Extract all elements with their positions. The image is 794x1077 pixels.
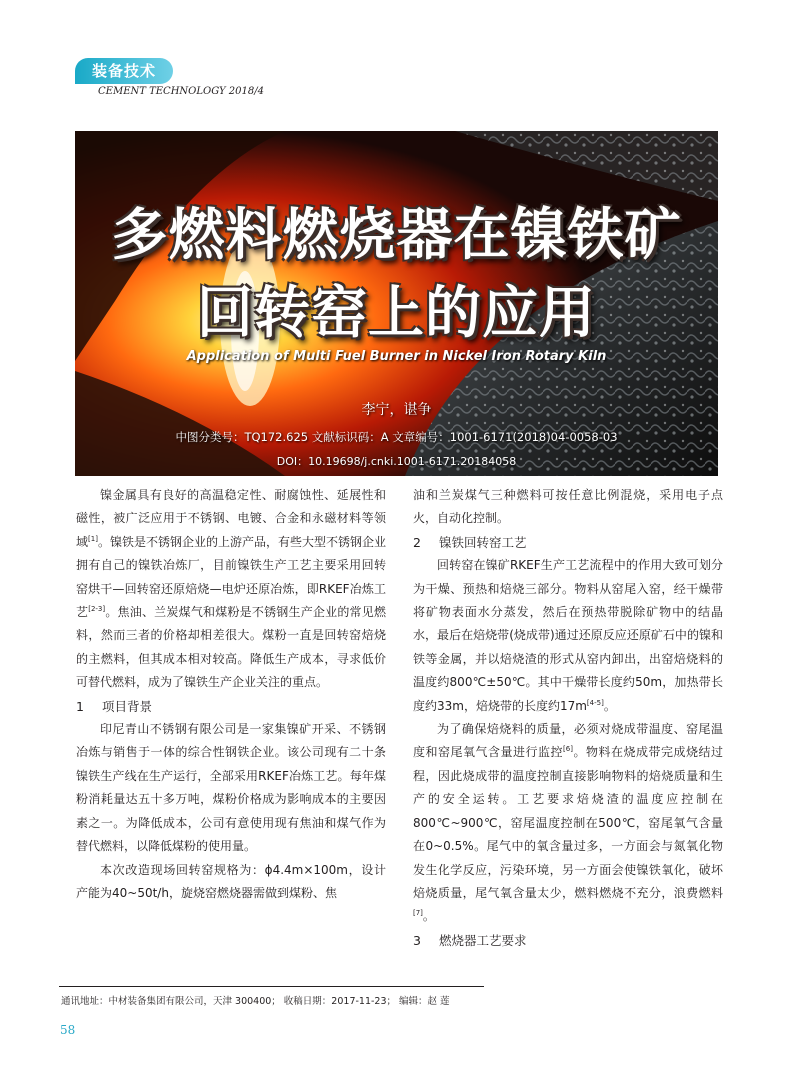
- doi-line: DOI：10.19698/j.cnki.1001-6171.20184058: [276, 455, 517, 468]
- process-paragraph: 回转窑在镍矿RKEF生产工艺流程中的作用大致可划分为干燥、预热和焙烧三部分。物料从窑尾入窑，经干燥带将矿物表面水分蒸发，然后在预热带脱除矿物中的结晶水，最后在焙烧带(烧成带)通过还原反应还原矿石中的镍和铁等金属，并以焙烧渣的形式从窑内卸出，出窑焙烧料的温度约800℃±50℃。其中干燥带长度约50m，加热带长度约33m，焙烧带的长度约17m[4-5]。: [413, 558, 723, 713]
- intro-paragraph: 镍金属具有良好的高温稳定性、耐腐蚀性、延展性和磁性，被广泛应用于不锈钢、电镀、合金和永磁材料等领域[1]。镍铁是不锈钢企业的上游产品，有些大型不锈钢企业拥有自己的镍铁冶炼厂，目前镍铁生产工艺主要采用回转窑烘干—回转窑还原焙烧—电炉还原冶炼，即RKEF冶炼工艺[2-3]。焦油、兰炭煤气和煤粉是不锈钢生产企业的常见燃料，然而三者的价格却相差很大。煤粉一直是回转窑焙烧的主燃料，但其成本相对较高。降低生产成本，寻求低价可替代燃料，成为了镍铁生产企业关注的重点。: [76, 488, 386, 690]
- section-heading-1: 1 项目背景: [76, 698, 153, 714]
- right-column: [413, 484, 723, 952]
- citation: [7]: [413, 909, 423, 918]
- title-line-2: 回转窑上的应用: [197, 281, 596, 346]
- title-line-1: 多燃料燃烧器在镍铁矿: [111, 203, 682, 268]
- footnote-divider: [59, 986, 484, 987]
- section-badge: 装备技术: [75, 58, 173, 84]
- citation: [1]: [88, 534, 98, 543]
- citation: [2-3]: [88, 605, 106, 614]
- authors: 李宁，谌争: [361, 402, 432, 418]
- english-title: Application of Multi Fuel Burner in Nickel Iron Rotary Kiln: [186, 349, 607, 364]
- footnote: 通讯地址：中材装备集团有限公司，天津 300400； 收稿日期：2017-11-23； 编辑：赵 莲: [61, 996, 450, 1007]
- hero-banner: [75, 131, 718, 476]
- classification-line: 中图分类号：TQ172.625 文献标识码：A 文章编号：1001-6171(2018)04-0058-03: [175, 430, 618, 444]
- background-paragraph: 印尼青山不锈钢有限公司是一家集镍矿开采、不锈钢冶炼与销售于一体的综合性钢铁企业。该公司现有二十条镍铁生产线在生产运行，全部采用RKEF冶炼工艺。每年煤粉消耗量达五十多万吨，煤粉价格成为影响成本的主要因素之一。为降低成本，公司有意使用现有焦油和煤气作为替代燃料，以降低煤粉的使用量。: [76, 722, 386, 854]
- section-heading-2: 2 镍铁回转窑工艺: [413, 534, 527, 550]
- citation: [6]: [563, 745, 573, 754]
- page-number: 58: [60, 1023, 76, 1037]
- left-column: [76, 484, 386, 905]
- citation: [4-5]: [586, 698, 604, 707]
- kiln-spec-paragraph: 本次改造现场回转窑规格为：ϕ4.4m×100m，设计产能为40~50t/h，旋烧窑燃烧器需做到煤粉、焦: [76, 862, 386, 900]
- continued-paragraph: 油和兰炭煤气三种燃料可按任意比例混烧，采用电子点火，自动化控制。: [413, 488, 723, 526]
- monitoring-paragraph: 为了确保焙烧料的质量，必须对烧成带温度、窑尾温度和窑尾氧气含量进行监控[6]。物料在烧成带完成烧结过程，因此烧成带的温度控制直接影响物料的焙烧质量和生产的安全运转。工艺要求焙烧渣的温度应控制在800℃~900℃，窑尾温度控制在500℃，窑尾氧气含量在0~0.5%。尾气中的氧含量过多，一方面会与氮氧化物发生化学反应，污染环境，另一方面会使镍铁氧化，破坏焙烧质量，尾气氧含量太少，燃料燃烧不充分，浪费燃料[7]。: [413, 722, 723, 924]
- journal-header: CEMENT TECHNOLOGY 2018/4: [98, 86, 264, 97]
- section-heading-3: 3 燃烧器工艺要求: [413, 932, 527, 948]
